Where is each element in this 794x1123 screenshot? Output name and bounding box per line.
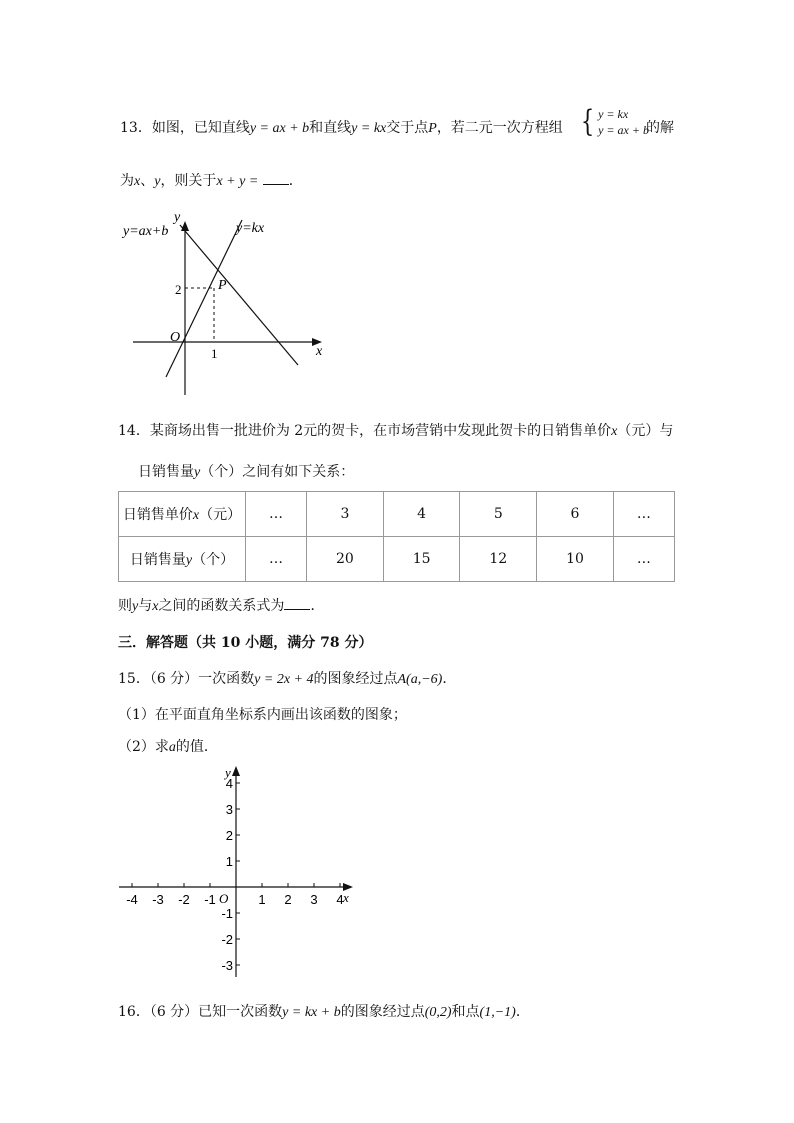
y-axis-arrow-icon <box>181 221 189 231</box>
y-tick-label: 1 <box>225 854 233 869</box>
table-cell: 3 <box>307 492 384 537</box>
equation-system <box>578 106 649 138</box>
q13-text: ，则关于 <box>160 173 217 189</box>
label-line1: y=ax+b <box>123 224 169 239</box>
q13-text: 如图，已知直线 <box>151 120 250 136</box>
x-tick-label: -4 <box>126 892 138 907</box>
q16-line1: 16．（6 分）已知一次函数y = kx + b的图象经过点(0,2)和点(1,−1)． <box>118 1004 530 1020</box>
q15-sub2: （2）求a的值． <box>118 739 218 755</box>
y-tick-label: 4 <box>225 776 233 791</box>
axis-x-label: x <box>343 890 349 905</box>
q16-point-2: (1,−1) <box>479 1005 516 1020</box>
q15-sub1: （1）在平面直角坐标系内画出该函数的图象； <box>118 707 407 723</box>
sales-table <box>118 491 675 582</box>
table-header-cell: 日销售单价x（元） <box>119 492 246 537</box>
q14-line1 <box>118 420 673 440</box>
table-cell: 12 <box>460 537 537 582</box>
table-cell: 15 <box>383 537 460 582</box>
q14-text: 日销售量 <box>138 464 194 480</box>
var-y: y <box>154 174 161 189</box>
axis-y-label: y <box>174 210 181 225</box>
axis-y-label: y <box>225 765 231 780</box>
x-tick-label: -1 <box>204 892 216 907</box>
table-row <box>119 492 675 537</box>
q13-graph <box>118 205 333 400</box>
x-tick-label: 2 <box>284 892 292 907</box>
q13-text: ． <box>288 173 303 189</box>
q13-number: 13． <box>120 120 152 136</box>
q14-text: （个）之间有如下关系： <box>200 464 355 480</box>
q13-line1 <box>120 117 563 137</box>
table-cell: … <box>613 492 674 537</box>
table-cell: … <box>613 537 674 582</box>
q16-point-1: (0,2) <box>424 1005 452 1020</box>
q16-eq: y = kx + b <box>282 1005 341 1020</box>
q13-point: P <box>428 121 437 136</box>
table-row <box>119 537 675 582</box>
y-axis-arrow-icon <box>232 766 240 776</box>
table-cell: 10 <box>537 537 614 582</box>
table-cell: … <box>246 492 307 537</box>
q13-eq2: y = kx <box>351 121 387 136</box>
x-tick-label: 4 <box>336 892 344 907</box>
q13-text: 和直线 <box>309 120 352 136</box>
origin-label: O <box>219 891 229 906</box>
y-tick-label: -2 <box>221 932 233 947</box>
x-tick-label: 3 <box>310 892 318 907</box>
q14-text: （元）与 <box>617 423 674 439</box>
q14-after: 则y与x之间的函数关系式为 ． <box>118 598 325 614</box>
point-p-label: P <box>218 278 227 293</box>
y-tick-label: 2 <box>225 828 233 843</box>
y-ticks <box>221 776 240 973</box>
var-y: y <box>194 465 201 480</box>
line-y-kx <box>166 220 242 377</box>
x-tick-label: 1 <box>258 892 266 907</box>
q15-eq: y = 2x + 4 <box>254 672 314 687</box>
coordinate-grid <box>115 762 360 980</box>
q14-line2 <box>138 461 354 481</box>
q13-text: 交于点 <box>386 120 429 136</box>
q13-text: 为 <box>120 173 134 189</box>
table-cell: 4 <box>383 492 460 537</box>
tick-x-1: 1 <box>211 346 218 361</box>
x-tick-label: -3 <box>152 892 164 907</box>
y-tick-label: 3 <box>225 802 233 817</box>
axis-x-label: x <box>316 344 323 359</box>
y-tick-label: -1 <box>221 906 233 921</box>
table-cell: … <box>246 537 307 582</box>
line-y-ax-b <box>180 225 298 365</box>
system-row-2: y = ax + b <box>598 123 649 137</box>
var-x: x <box>611 424 618 439</box>
table-cell: 20 <box>307 537 384 582</box>
answer-blank[interactable] <box>284 608 310 610</box>
table-cell: 5 <box>460 492 537 537</box>
x-tick-label: -2 <box>178 892 190 907</box>
q15-line1: 15．（6 分）一次函数y = 2x + 4的图象经过点A(a,−6)． <box>118 671 457 687</box>
section-title: 三．解答题（共 10 小题，满分 78 分） <box>118 635 373 651</box>
q13-line2 <box>120 170 303 190</box>
y-tick-label: -3 <box>221 958 233 973</box>
table-header-cell: 日销售量y（个） <box>119 537 246 582</box>
q14-text: 14．某商场出售一批进价为 2元的贺卡，在市场营销中发现此贺卡的日销售单价 <box>118 423 612 439</box>
answer-blank[interactable] <box>263 183 289 185</box>
q13-text: 、 <box>140 173 155 189</box>
q15-point: A(a,−6) <box>397 672 443 687</box>
tick-y-2: 2 <box>175 282 182 297</box>
q13-line1-end: 的解 <box>646 120 674 136</box>
origin-label: O <box>170 330 181 345</box>
var-x: x <box>134 174 141 189</box>
q13-eq1: y = ax + b <box>249 121 310 136</box>
label-line2: y=kx <box>236 221 265 236</box>
q13-text: ，若二元一次方程组 <box>436 120 563 136</box>
q13-expr: x + y = <box>216 174 259 189</box>
brace-icon: { <box>580 104 595 139</box>
table-cell: 6 <box>537 492 614 537</box>
system-row-1: y = kx <box>598 107 629 121</box>
